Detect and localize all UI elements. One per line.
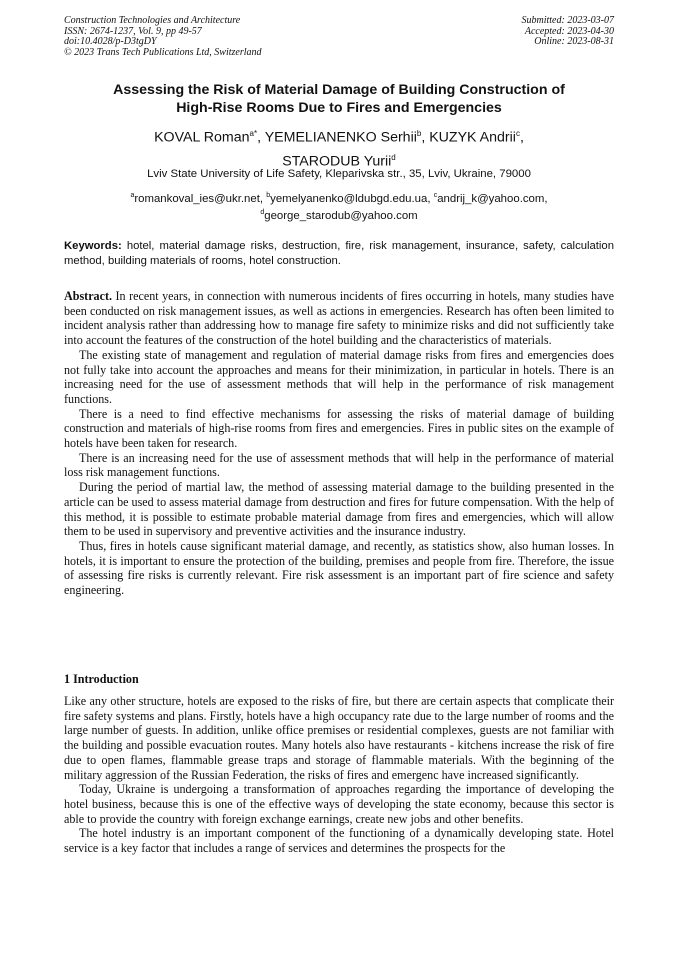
abstract-paragraph-5: During the period of martial law, the method of assessing material damage to the building presented in the article can be used to assess material damage from destruction and fires for future compensation. With the help of this method, it is possible to estimate probable material damage from fires and emergencies, which will allow them to be used in supervisory and preventive activities and the insurance industry. [64, 480, 614, 539]
journal-name: Construction Technologies and Architecture [64, 15, 241, 26]
author-2: YEMELIANENKO Serhii [264, 129, 417, 146]
author-list: KOVAL Roman$^{a*}$, YEMELIANENKO Serhii$^b$, KUZYK Andrii$^c$, STARODUB Yurii$^d$ [154, 129, 524, 170]
online-date: Online: 2023-08-31 [534, 36, 614, 48]
author-1-sup: a* [249, 129, 258, 138]
email-c[interactable]: andrij_k@yahoo.com [437, 192, 545, 205]
accepted-date: Accepted: 2023-04-30 [524, 25, 614, 37]
intro-paragraph-1: Like any other structure, hotels are exposed to the risks of fire, but there are certain aspects that complicate their fire safety systems and plans. Firstly, hotels have a high occupancy rate due to the large number of rooms and the large number of guests. In addition, unlike office premises or residential complexes, guests are not familiar with the building and possible evacuation routes. Many hotels also have restaurants - kitchens increase the risk of fire due to open flames, flammable grease traps and storage of flammable materials. With the beginning of the military aggression of the Russian Federation, the risks of fires and emergenc have increased significantly. [64, 694, 614, 782]
email-d[interactable]: george_starodub@yahoo.com [264, 210, 418, 223]
submitted-date: Submitted: 2023-03-07 [521, 15, 614, 26]
intro-paragraph-3: The hotel industry is an important component of the functioning of a dynamically developing state. Hotel service is a key factor that includes a range of services and determines the prospects for the [64, 826, 614, 856]
abstract-section [64, 289, 614, 598]
abstract-paragraph-3: There is a need to find effective mechanisms for assessing the risks of material damage of building construction and materials of high-rise rooms from fires and emergencies. Fires in public sites on the example of hotels have been taken for research. [64, 406, 614, 451]
email-a-sup: a [130, 192, 135, 199]
section-heading-introduction: 1 Introduction [64, 672, 139, 686]
abstract-paragraph-6: Thus, fires in hotels cause significant material damage, and recently, as statistics show, also human losses. In hotels, it is important to ensure the protection of the building, premises and people from fire. Therefore, the issue of assessing fire risks is currently relevant. Fire risk assessment is an important part of fire science and safety engineering. [64, 538, 614, 598]
keywords-label: Keywords: [64, 240, 122, 252]
email-c-sup: c [433, 192, 438, 199]
author-3: KUZYK Andrii [429, 129, 516, 146]
abstract-text-1: In recent years, in connection with numerous incidents of fires occurring in hotels, many studies have been conducted on risk management issues, as well as actions in emergencies. Research has often been limited to incident analysis rather than addressing how to manage fire safety to minimize risks and did not sufficiently take into account the features of the construction of the hotel building and the characteristics of materials. [64, 289, 614, 348]
title-line-1: Assessing the Risk of Material Damage of Building Construction of [113, 82, 565, 98]
email-list: $^a$romankoval_ies@ukr.net, $^b$yemelyanenko@ldubgd.edu.ua, $^c$andrij_k@yahoo.com, $^d$george_starodub@yahoo.com [130, 192, 548, 223]
title-line-2: High-Rise Rooms Due to Fires and Emergencies [176, 100, 502, 116]
author-4: STARODUB Yurii [282, 153, 392, 170]
paper-title [64, 81, 614, 117]
journal-issn: ISSN: 2674-1237, Vol. 9, pp 49-57 [64, 25, 202, 37]
author-3-sup: c [515, 129, 520, 138]
journal-doi[interactable]: doi:10.4028/p-D3tgDY [64, 36, 157, 48]
abstract-paragraph-2: The existing state of management and regulation of material damage risks from fires and emergencies does not fully take into account the approaches and means for their minimization, in particular in hotels. There is an increasing need for the use of assessment methods that will help in the performance of risk management functions. [64, 347, 614, 406]
abstract-paragraph-4: There is an increasing need for the use of assessment methods that will help in the performance of material loss risk management functions. [64, 450, 614, 480]
email-b-sup: b [266, 192, 271, 199]
journal-info [64, 16, 262, 58]
email-b[interactable]: yemelyanenko@ldubgd.edu.ua [270, 192, 428, 205]
abstract-label: Abstract. [64, 289, 113, 303]
keywords-text: hotel, material damage risks, destruction, fire, risk management, insurance, safety, calculation method, building materials of rooms, hotel construction. [64, 240, 615, 267]
abstract-paragraph-1 [64, 289, 614, 348]
email-a[interactable]: romankoval_ies@ukr.net [134, 192, 260, 205]
author-4-sup: d [391, 152, 396, 162]
keywords [64, 239, 614, 269]
author-1: KOVAL Roman [154, 129, 250, 146]
author-2-sup: b [416, 129, 422, 138]
email-d-sup: d [260, 209, 265, 217]
introduction-section [64, 694, 614, 856]
journal-copyright: © 2023 Trans Tech Publications Ltd, Switzerland [64, 46, 262, 58]
intro-paragraph-2: Today, Ukraine is undergoing a transformation of approaches regarding the importance of developing the hotel business, because this is one of the effective ways of developing the state economy, because this sector is able to provide the country with foreign exchange earnings, create new jobs and other benefits. [64, 782, 614, 826]
submission-dates [522, 16, 615, 48]
affiliation: Lviv State University of Life Safety, Kleparivska str., 35, Lviv, Ukraine, 79000 [147, 168, 531, 180]
